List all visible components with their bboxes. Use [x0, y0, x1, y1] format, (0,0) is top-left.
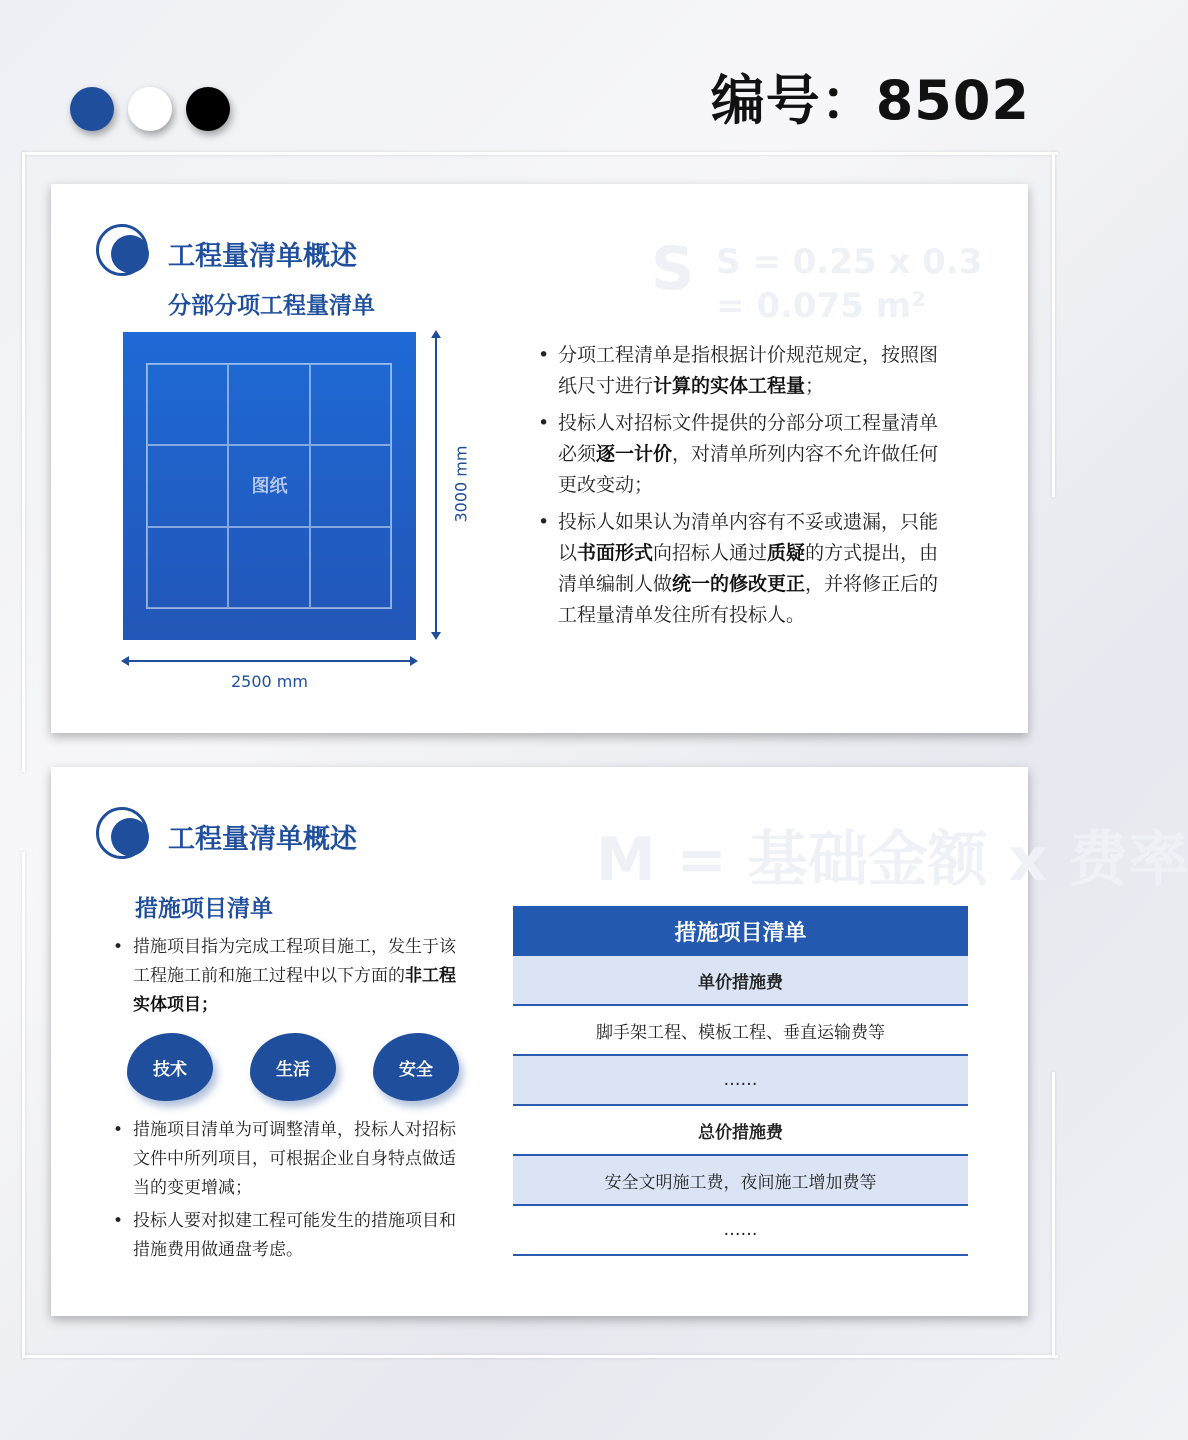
section-title: 工程量清单概述 — [168, 241, 357, 272]
watermark-formula-m: M = 基础金额 x 费率 — [596, 825, 1188, 895]
section-card-bill-overview — [51, 184, 1028, 733]
width-dimension-arrow — [123, 660, 416, 662]
list-item: • 投标人对招标文件提供的分部分项工程量清单必须逐一计价，对清单所列内容不允许做任何更改变动； — [536, 408, 956, 501]
table-row: 安全文明施工费，夜间施工增加费等 — [513, 1156, 968, 1206]
drawing-label: 图纸 — [251, 476, 288, 497]
width-dimension-label: 2500 mm — [231, 672, 308, 691]
table-row: …… — [513, 1206, 968, 1256]
watermark-s: S — [651, 234, 695, 304]
measures-table — [513, 906, 968, 1256]
list-item: • 措施项目清单为可调整清单，投标人对招标文件中所列项目，可根据企业自身特点做适当的变更增减； — [111, 1116, 471, 1203]
list-item: • 分项工程清单是指根据计价规范规定，按照图纸尺寸进行计算的实体工程量； — [536, 340, 956, 402]
list-item: • 措施项目指为完成工程项目施工，发生于该工程施工前和施工过程中以下方面的非工程实体项目； — [111, 933, 471, 1020]
section-title: 工程量清单概述 — [168, 824, 357, 855]
table-row: 总价措施费 — [513, 1106, 968, 1156]
bill-description-list — [536, 340, 956, 637]
watermark-formula-1: S = 0.25 x 0.3 — [716, 242, 983, 282]
document-code: 编号：8502 — [710, 69, 1030, 132]
table-row: 单价措施费 — [513, 956, 968, 1006]
blob-badge-safety: 安全 — [373, 1033, 459, 1101]
section-card-measures — [51, 767, 1188, 1316]
section-logo-icon — [96, 807, 148, 859]
section-subtitle: 措施项目清单 — [135, 896, 273, 922]
blob-badge-living: 生活 — [250, 1033, 336, 1101]
black-color-dot — [186, 87, 230, 131]
height-dimension-label: 3000 mm — [451, 445, 471, 523]
measures-intro-list — [111, 933, 471, 1024]
height-dimension-arrow — [435, 332, 437, 638]
list-item: • 投标人要对拟建工程可能发生的措施项目和措施费用做通盘考虑。 — [111, 1207, 471, 1265]
watermark-formula-2: = 0.075 m² — [716, 286, 927, 326]
section-subtitle: 分部分项工程量清单 — [168, 293, 375, 319]
table-row: …… — [513, 1056, 968, 1106]
white-color-dot — [128, 87, 172, 131]
section-logo-icon — [96, 224, 148, 276]
blob-badge-technology: 技术 — [127, 1033, 213, 1101]
table-header: 措施项目清单 — [513, 906, 968, 956]
list-item: • 投标人如果认为清单内容有不妥或遗漏，只能以书面形式向招标人通过质疑的方式提出，由清单编制人做统一的修改更正，并将修正后的工程量清单发往所有投标人。 — [536, 507, 956, 631]
measures-detail-list — [111, 1116, 471, 1269]
table-row: 脚手架工程、模板工程、垂直运输费等 — [513, 1006, 968, 1056]
blue-color-dot — [70, 87, 114, 131]
drawing-diagram — [123, 332, 416, 640]
